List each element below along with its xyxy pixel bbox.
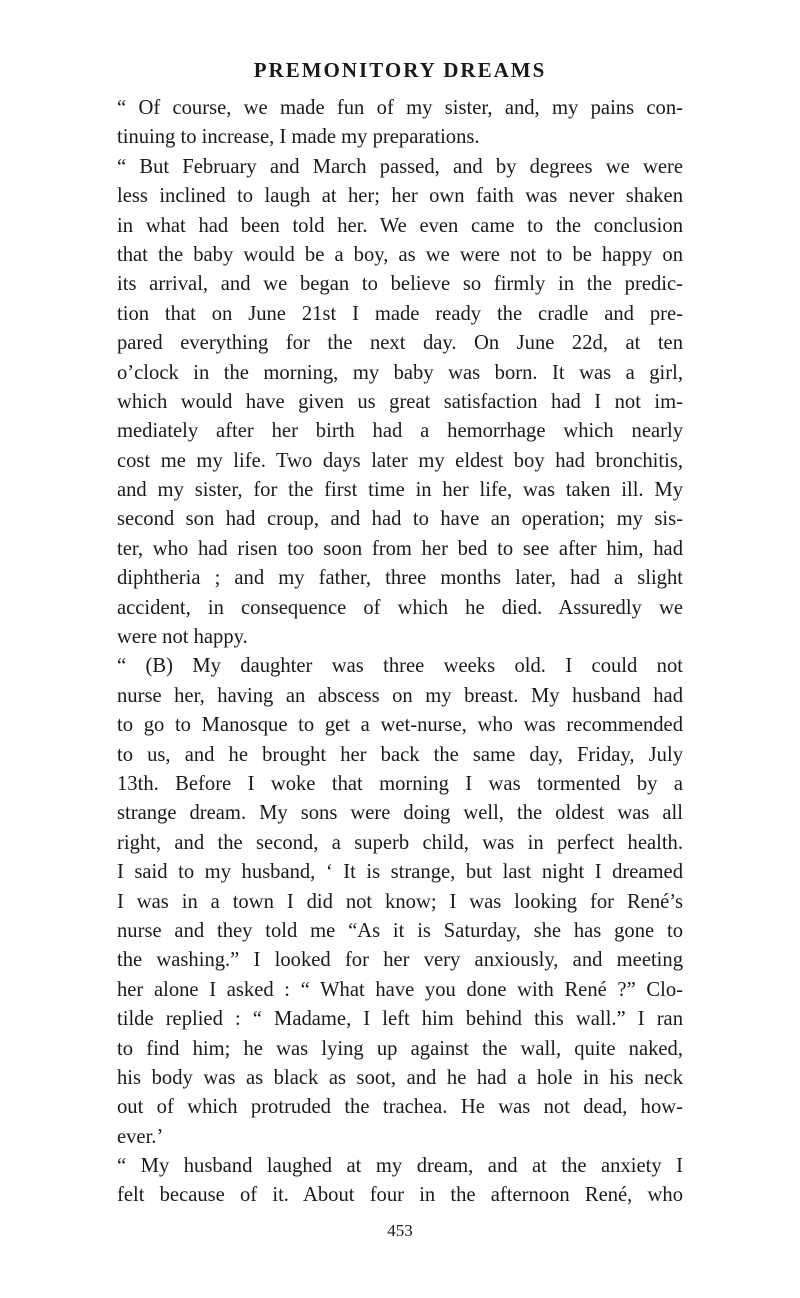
text-line: her alone I asked : “ What have you done with René ?” Clo-	[117, 978, 683, 1001]
text-line: second son had croup, and had to have an operation; my sis-	[117, 508, 683, 531]
text-line: 13th. Before I woke that morning I was tormented by a	[117, 772, 683, 795]
text-line: ever.’	[117, 1125, 164, 1148]
text-line: his body was as black as soot, and he had a hole in his neck	[117, 1066, 683, 1089]
text-line: mediately after her birth had a hemorrhage which nearly	[117, 420, 683, 443]
body-text	[117, 94, 683, 1211]
text-line: less inclined to laugh at her; her own faith was never shaken	[117, 185, 683, 208]
text-line: to go to Manosque to get a wet-nurse, who was recommended	[117, 714, 683, 737]
text-line: “ Of course, we made fun of my sister, and, my pains con-	[117, 97, 683, 119]
text-line: diphtheria ; and my father, three months later, had a slight	[117, 567, 683, 590]
text-line: out of which protruded the trachea. He was not dead, how-	[117, 1096, 683, 1119]
text-line: to us, and he brought her back the same day, Friday, July	[117, 743, 683, 766]
text-line: tinuing to increase, I made my preparations.	[117, 126, 480, 149]
running-head: PREMONITORY DREAMS	[253, 58, 547, 82]
text-line: pared everything for the next day. On June 22d, at ten	[117, 332, 683, 355]
text-line: ter, who had risen too soon from her bed to see after him, had	[117, 537, 683, 560]
text-line: the washing.” I looked for her very anxiously, and meeting	[117, 949, 683, 972]
text-line: that the baby would be a boy, as we were not to be happy on	[117, 243, 683, 266]
text-line: in what had been told her. We even came to the conclusion	[117, 214, 683, 237]
text-line: tion that on June 21st I made ready the cradle and pre-	[117, 302, 683, 325]
text-line: o’clock in the morning, my baby was born. It was a girl,	[117, 361, 683, 384]
text-line: “ (B) My daughter was three weeks old. I could not	[117, 655, 683, 678]
text-line: and my sister, for the first time in her life, was taken ill. My	[117, 479, 683, 502]
text-line: I said to my husband, ‘ It is strange, but last night I dreamed	[117, 861, 683, 884]
text-line: “ But February and March passed, and by degrees we were	[117, 155, 683, 178]
text-line: tilde replied : “ Madame, I left him behind this wall.” I ran	[117, 1008, 683, 1031]
text-line: nurse her, having an abscess on my breast. My husband had	[117, 684, 683, 707]
page-number: 453	[387, 1221, 413, 1240]
text-line: nurse and they told me “As it is Saturday, she has gone to	[117, 919, 683, 942]
text-line: I was in a town I did not know; I was looking for René’s	[117, 890, 683, 913]
text-line: right, and the second, a superb child, was in perfect health.	[117, 831, 683, 854]
text-line: its arrival, and we began to believe so firmly in the predic-	[117, 273, 683, 296]
text-line: were not happy.	[117, 626, 248, 649]
text-line: “ My husband laughed at my dream, and at the anxiety I	[117, 1155, 683, 1178]
text-line: which would have given us great satisfaction had I not im-	[117, 390, 683, 413]
text-line: accident, in consequence of which he died. Assuredly we	[117, 596, 683, 619]
text-line: strange dream. My sons were doing well, the oldest was all	[117, 802, 683, 825]
text-line: cost me my life. Two days later my eldest boy had bronchitis,	[117, 449, 683, 472]
text-line: felt because of it. About four in the afternoon René, who	[117, 1184, 683, 1207]
text-line: to find him; he was lying up against the wall, quite naked,	[117, 1037, 683, 1060]
